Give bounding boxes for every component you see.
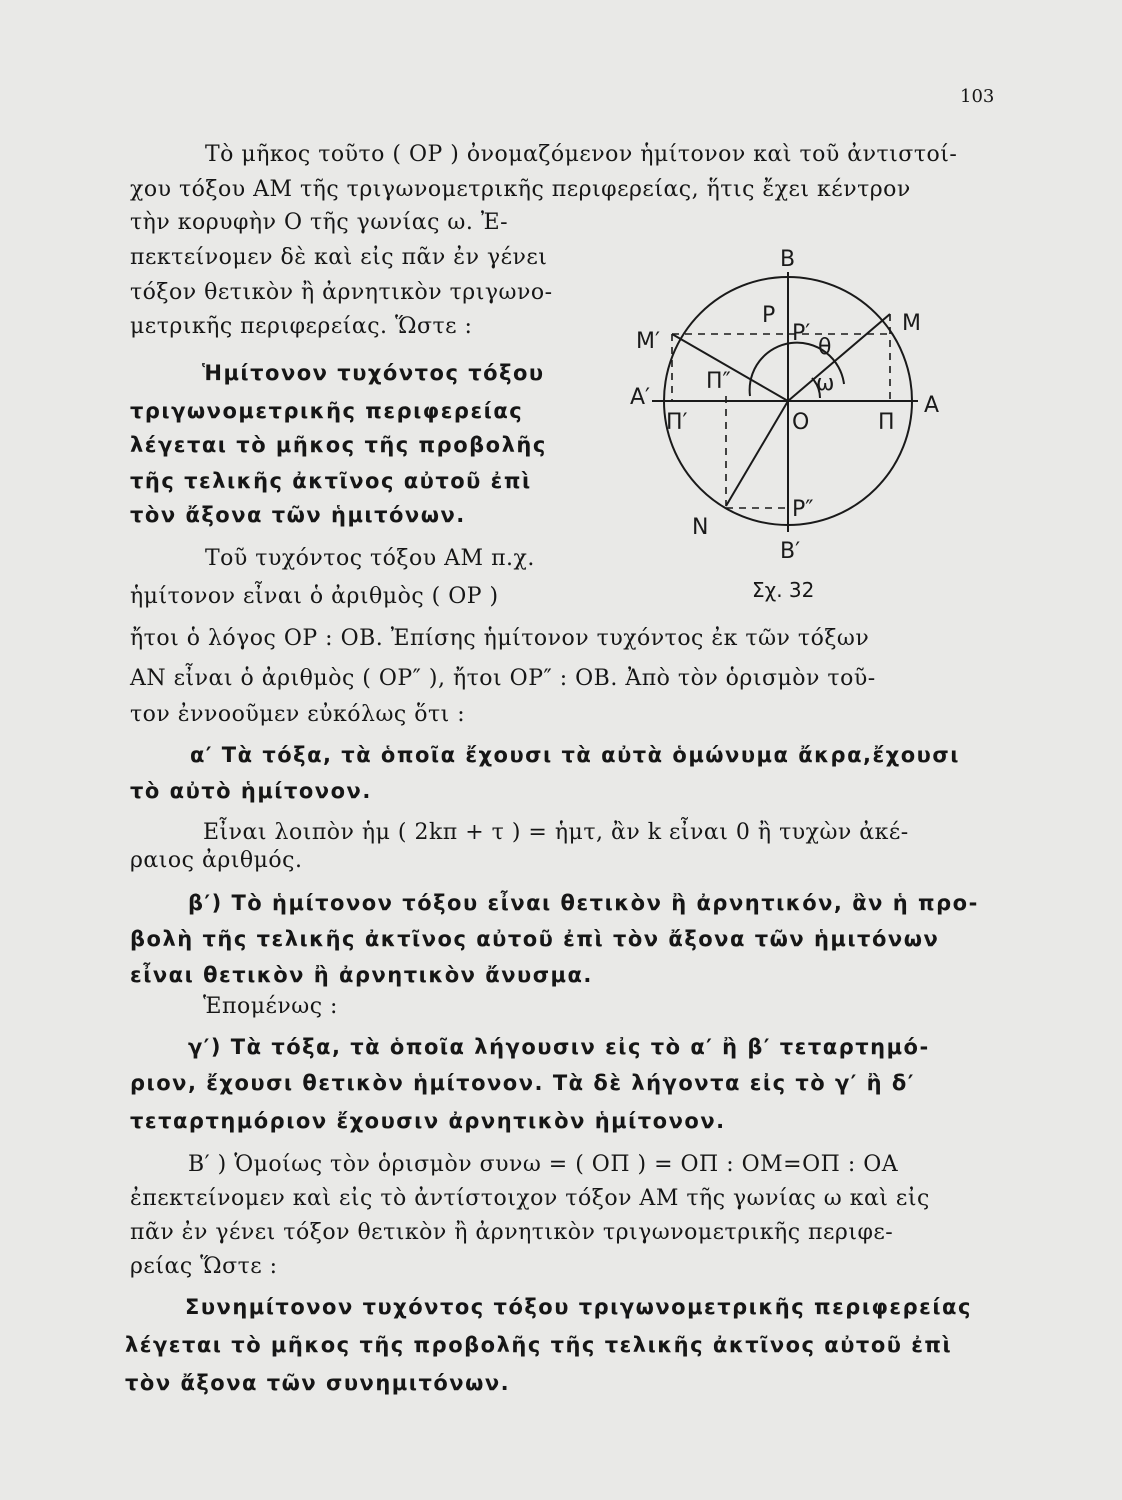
text-line-13: ἡμίτονον εἶναι ὁ ἀριθμὸς ( OP ) — [130, 584, 499, 609]
definition-line-3: λέγεται τὸ μῆκος τῆς προβολῆς — [130, 433, 547, 457]
definition-line-4: τῆς τελικῆς ἀκτῖνος αὐτοῦ ἐπὶ — [130, 469, 532, 493]
text-line-12: Τοῦ τυχόντος τόξου AM π.χ. — [205, 546, 535, 571]
text-line-1: Τὸ μῆκος τοῦτο ( OP ) ὀνομαζόμενον ἡμίτονον καὶ τοῦ ἀντιστοί- — [205, 142, 958, 167]
radius-ON — [726, 401, 788, 506]
label-P: P — [762, 303, 776, 328]
text-line-20: ραιος ἀριθμός. — [130, 848, 303, 873]
label-M-prime: M′ — [636, 329, 660, 354]
text-line-15: AN εἶναι ὁ ἀριθμὸς ( OP″ ), ἤτοι OP″ : OB. Ἀπὸ τὸν ὁρισμὸν τοῦ- — [130, 666, 876, 691]
rule-alpha-line-1: α′ Τὰ τόξα, τὰ ὁποῖα ἔχουσι τὰ αὐτὰ ὁμώνυμα ἄκρα,ἔχουσι — [190, 743, 960, 767]
label-N: N — [692, 515, 709, 540]
definition-line-1: Ἡμίτονον τυχόντος τόξου — [202, 361, 545, 385]
label-Pi-prime: Π′ — [666, 410, 688, 435]
label-A-prime: A′ — [630, 385, 651, 410]
label-theta: θ — [818, 335, 832, 360]
page-number: 103 — [960, 86, 995, 107]
label-Pi: Π — [878, 410, 895, 435]
figure-caption: Σχ. 32 — [752, 578, 815, 602]
text-line-24: Ἑπομένως : — [203, 994, 338, 1019]
text-line-14: ἤτοι ὁ λόγος OP : OB. Ἐπίσης ἡμίτονον τυχόντος ἐκ τῶν τόξων — [130, 626, 870, 651]
rule-gamma-line-1: γ′) Τὰ τόξα, τὰ ὁποῖα λήγουσιν εἰς τὸ α′ ἢ β′ τεταρτημό- — [188, 1035, 930, 1059]
text-line-30: πᾶν ἐν γένει τόξον θετικὸν ἢ ἀρνητικὸν τριγωνομετρικῆς περιφε- — [130, 1220, 894, 1245]
definition-line-2: τριγωνομετρικῆς περιφερείας — [130, 399, 524, 423]
text-line-19: Εἶναι λοιπὸν ἡμ ( 2kπ + τ ) = ἡμτ, ἂν k εἶναι 0 ἢ τυχὼν ἀκέ- — [203, 820, 909, 845]
label-P-prime: P′ — [792, 321, 811, 346]
rule-gamma-line-2: ριον, ἔχουσι θετικὸν ἡμίτονον. Τὰ δὲ λήγοντα εἰς τὸ γ′ ἢ δ′ — [130, 1071, 915, 1095]
text-line-3: τὴν κορυφὴν O τῆς γωνίας ω. Ἐ- — [130, 210, 509, 235]
text-line-4: πεκτείνομεν δὲ καὶ εἰς πᾶν ἐν γένει — [130, 245, 548, 270]
label-M: M — [902, 311, 921, 336]
unit-circle-figure — [622, 236, 962, 566]
text-line-5: τόξον θετικὸν ἢ ἀρνητικὸν τριγωνο- — [130, 280, 553, 305]
text-line-28: B′ ) Ὁμοίως τὸν ὁρισμὸν συνω = ( OΠ ) = OΠ : OM=OΠ : OA — [188, 1152, 899, 1177]
cosine-definition-line-1: Συνημίτονον τυχόντος τόξου τριγωνομετρικῆς περιφερείας — [185, 1295, 972, 1319]
label-P-dprime: P″ — [792, 497, 814, 522]
label-Pi-dprime: Π″ — [706, 369, 731, 394]
text-line-6: μετρικῆς περιφερείας. Ὥστε : — [130, 314, 473, 339]
label-B-prime: B′ — [780, 539, 801, 564]
definition-line-5: τὸν ἄξονα τῶν ἡμιτόνων. — [130, 503, 466, 527]
rule-beta-line-3: εἶναι θετικὸν ἢ ἀρνητικὸν ἄνυσμα. — [130, 963, 593, 987]
cosine-definition-line-2: λέγεται τὸ μῆκος τῆς προβολῆς τῆς τελικῆς ἀκτῖνος αὐτοῦ ἐπὶ — [125, 1333, 953, 1357]
label-B: B — [780, 247, 796, 272]
rule-gamma-line-3: τεταρτημόριον ἔχουσιν ἀρνητικὸν ἡμίτονον. — [130, 1109, 726, 1133]
text-line-2: χου τόξου AM τῆς τριγωνομετρικῆς περιφερείας, ἥτις ἔχει κέντρον — [130, 177, 911, 202]
label-O: O — [792, 410, 810, 435]
rule-beta-line-2: βολὴ τῆς τελικῆς ἀκτῖνος αὐτοῦ ἐπὶ τὸν ἄξονα τῶν ἡμιτόνων — [130, 927, 940, 951]
cosine-definition-line-3: τὸν ἄξονα τῶν συνημιτόνων. — [125, 1371, 511, 1395]
text-line-29: ἐπεκτείνομεν καὶ εἰς τὸ ἀντίστοιχον τόξον AM τῆς γωνίας ω καὶ εἰς — [130, 1186, 930, 1211]
rule-alpha-line-2: τὸ αὐτὸ ἡμίτονον. — [130, 779, 372, 803]
text-line-31: ρείας Ὥστε : — [130, 1254, 278, 1279]
label-omega: ω — [816, 371, 835, 396]
label-A: A — [924, 393, 940, 418]
rule-beta-line-1: β′) Τὸ ἡμίτονον τόξου εἶναι θετικὸν ἢ ἀρνητικόν, ἂν ἡ προ- — [188, 891, 979, 915]
text-line-16: τον ἐννοοῦμεν εὐκόλως ὅτι : — [130, 702, 466, 727]
